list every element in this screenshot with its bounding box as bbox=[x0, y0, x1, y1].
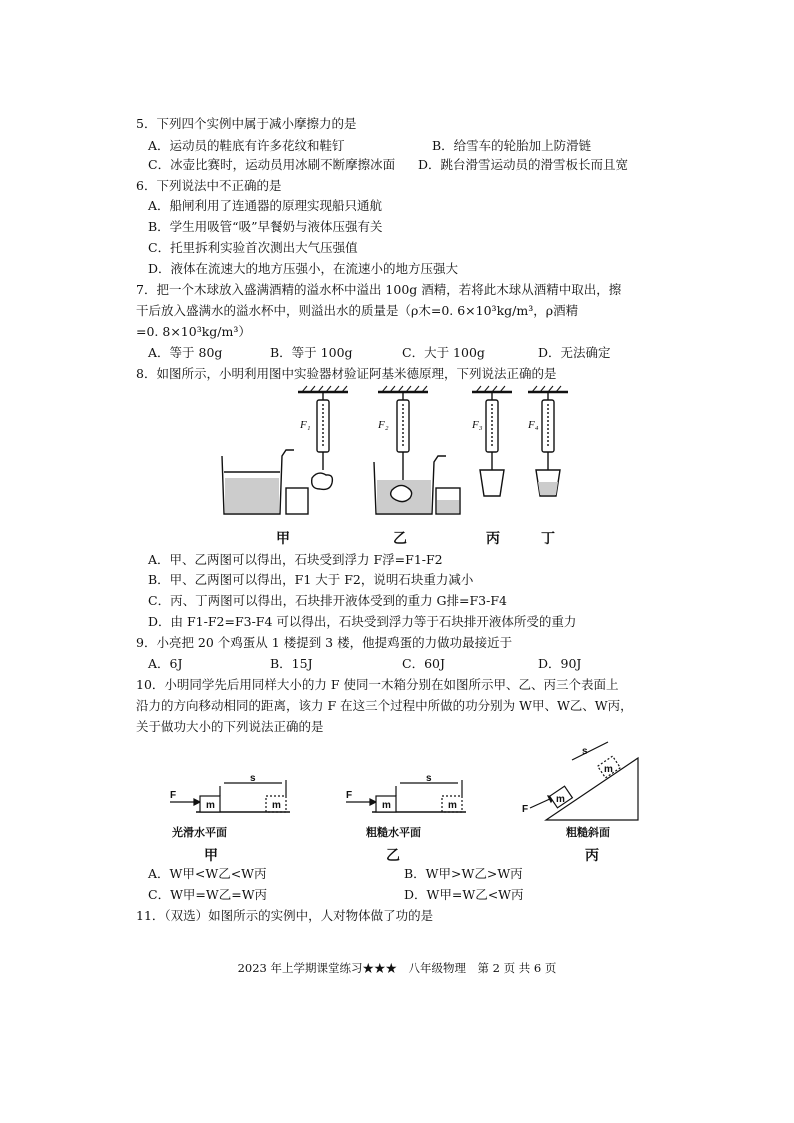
q10-label-bing: 丙 bbox=[585, 848, 599, 864]
q10-option-b: B．W甲>W乙>W丙 bbox=[404, 866, 523, 881]
q5-option-a: A．运动员的鞋底有许多花纹和鞋钉 bbox=[148, 138, 345, 153]
q8-force-f3: F₃ bbox=[472, 419, 483, 431]
q10-mass-label-bing: m bbox=[556, 794, 565, 805]
q6-option-d: D．液体在流速大的地方压强小，在流速小的地方压强大 bbox=[148, 261, 459, 276]
q5-option-b: B．给雪车的轮胎加上防滑链 bbox=[432, 138, 592, 153]
q7-option-a: A．等于 80g bbox=[148, 345, 223, 360]
q8-label-jia: 甲 bbox=[276, 531, 290, 547]
q6-option-a: A．船闸利用了连通器的原理实现船只通航 bbox=[148, 198, 383, 213]
q6-stem: 6．下列说法中不正确的是 bbox=[136, 178, 282, 193]
q8-label-yi: 乙 bbox=[393, 531, 407, 547]
q8-label-bing: 丙 bbox=[486, 531, 500, 547]
q7-option-c: C．大于 100g bbox=[402, 345, 485, 360]
q5-option-d: D．跳台滑雪运动员的滑雪板长而且宽 bbox=[418, 157, 629, 172]
q8-force-f2: F₂ bbox=[378, 419, 389, 431]
q10-surface-yi: 粗糙水平面 bbox=[366, 826, 421, 839]
q10-stem-line1: 10．小明同学先后用同样大小的力 F 使同一木箱分别在如图所示甲、乙、丙三个表面上 bbox=[136, 677, 619, 692]
q8-stem: 8．如图所示，小明利用图中实验器材验证阿基米德原理，下列说法正确的是 bbox=[136, 366, 557, 381]
q5-stem: 5．下列四个实例中属于减小摩擦力的是 bbox=[136, 116, 357, 131]
q10-force-label-bing: F bbox=[522, 804, 529, 815]
q10-mass-label-bing-end: m bbox=[604, 764, 613, 775]
q8-archimedes-figure bbox=[210, 384, 590, 544]
q5-option-c: C．冰壶比赛时，运动员用冰刷不断摩擦冰面 bbox=[148, 157, 396, 172]
q10-stem-line3: 关于做功大小的下列说法正确的是 bbox=[136, 719, 324, 734]
q10-label-yi: 乙 bbox=[386, 848, 400, 864]
q10-option-a: A．W甲<W乙<W丙 bbox=[148, 866, 267, 881]
q10-mass-label-yi: m bbox=[382, 800, 391, 811]
q9-option-d: D．90J bbox=[538, 656, 582, 671]
q10-option-d: D．W甲=W乙<W丙 bbox=[404, 887, 524, 902]
q7-stem-line2: 干后放入盛满水的溢水杯中，则溢出水的质量是（ρ木=0. 6×10³kg/m³，ρ酒精 bbox=[136, 303, 579, 318]
q8-force-f4: F₄ bbox=[528, 419, 539, 431]
q11-stem: 11．（双选）如图所示的实例中，人对物体做了功的是 bbox=[136, 908, 434, 923]
q10-label-jia: 甲 bbox=[204, 848, 218, 864]
q10-distance-label-yi: s bbox=[426, 773, 432, 784]
q10-distance-label-jia: s bbox=[250, 773, 256, 784]
q10-option-c: C．W甲=W乙=W丙 bbox=[148, 887, 268, 902]
q10-stem-line2: 沿力的方向移动相同的距离，该力 F 在这三个过程中所做的功分别为 W甲、W乙、W丙， bbox=[136, 698, 633, 713]
q7-stem-line3: =0. 8×10³kg/m³） bbox=[136, 324, 251, 339]
q6-option-b: B．学生用吸管“吸”早餐奶与液体压强有关 bbox=[148, 219, 383, 234]
q10-mass-label-jia: m bbox=[206, 800, 215, 811]
q7-stem-line1: 7．把一个木球放入盛满酒精的溢水杯中溢出 100g 酒精，若将此木球从酒精中取出，擦 bbox=[136, 282, 622, 297]
page-footer: 2023 年上学期课堂练习★★★ 八年级物理 第 2 页 共 6 页 bbox=[237, 961, 557, 975]
q10-mass-label-jia-end: m bbox=[272, 800, 281, 811]
q8-option-a: A．甲、乙两图可以得出，石块受到浮力 F浮=F1-F2 bbox=[148, 552, 443, 567]
q9-option-a: A．6J bbox=[148, 656, 183, 671]
q7-option-b: B．等于 100g bbox=[270, 345, 353, 360]
q10-surface-jia: 光滑水平面 bbox=[172, 826, 227, 839]
q10-force-label-yi: F bbox=[346, 790, 353, 801]
q9-stem: 9．小亮把 20 个鸡蛋从 1 楼提到 3 楼，他提鸡蛋的力做功最接近于 bbox=[136, 635, 513, 650]
q8-force-f1: F₁ bbox=[300, 419, 311, 431]
q10-distance-label-bing: s bbox=[582, 746, 588, 757]
q7-option-d: D．无法确定 bbox=[538, 345, 611, 360]
q9-option-b: B．15J bbox=[270, 656, 313, 671]
q10-force-label-jia: F bbox=[170, 790, 177, 801]
q9-option-c: C．60J bbox=[402, 656, 445, 671]
q8-option-d: D．由 F1-F2=F3-F4 可以得出，石块受到浮力等于石块排开液体所受的重力 bbox=[148, 614, 577, 629]
q10-surface-bing: 粗糙斜面 bbox=[566, 826, 610, 839]
q8-option-b: B．甲、乙两图可以得出，F1 大于 F2，说明石块重力减小 bbox=[148, 572, 474, 587]
q8-label-ding: 丁 bbox=[541, 531, 555, 547]
q6-option-c: C．托里拆利实验首次测出大气压强值 bbox=[148, 240, 358, 255]
q10-mass-label-yi-end: m bbox=[448, 800, 457, 811]
q8-option-c: C．丙、丁两图可以得出，石块排开液体受到的重力 G排=F3-F4 bbox=[148, 593, 507, 608]
